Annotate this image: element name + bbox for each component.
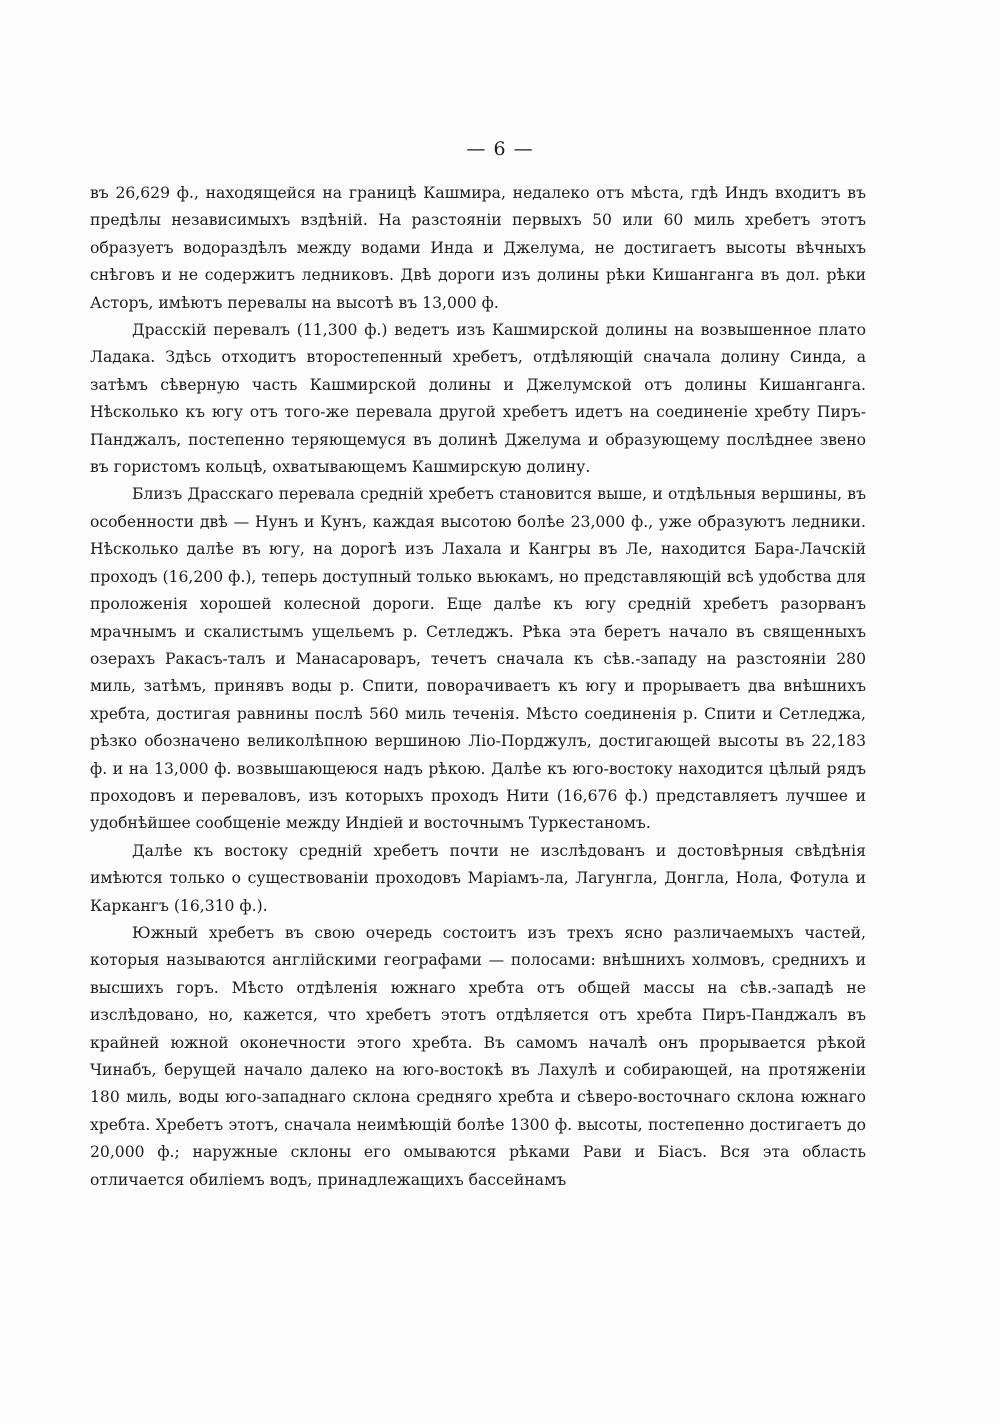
paragraph-drass-pass: Драсскій перевалъ (11,300 ф.) ведетъ изъ Кашмирской долины на возвышенное плато Ладака. Здѣсь отходитъ второстепенный хребетъ, отдѣляющій сначала долину Синда, а затѣмъ сѣверную часть Кашмирской долины и Джелумской отъ долины Кишанганга. Нѣсколько къ югу отъ того-же перевала другой хребетъ идетъ на соединеніе хребту Пиръ-Панджалъ, постепенно теряющемуся въ долинѣ Джелума и образующему послѣднее звено въ гористомъ кольцѣ, охватывающемъ Кашмирскую долину. (90, 321, 866, 477)
paragraph-southern-range: Южный хребетъ въ свою очередь состоитъ изъ трехъ ясно различаемыхъ частей, которыя называются англійскими географами — полосами: внѣшнихъ холмовъ, среднихъ и высшихъ горъ. Мѣсто отдѣленія южнаго хребта отъ общей массы на сѣв.-западѣ не изслѣдовано, но, кажется, что хребетъ этотъ отдѣляется отъ хребта Пиръ-Панджалъ въ крайней южной оконечности этого хребта. Въ самомъ началѣ онъ прорывается рѣкой Чинабъ, берущей начало далеко на юго-востокѣ въ Лахулѣ и собирающей, на протяженіи 180 миль, воды юго-западнаго склона средняго хребта и сѣверо-восточнаго склона южнаго хребта. Хребетъ этотъ, сначала неимѣющій болѣе 1300 ф. высоты, постепенно достигаетъ до 20,000 ф.; наружные склоны его омываются рѣками Рави и Біасъ. Вся эта область отличается обиліемъ водъ, принадлежащихъ бассейнамъ (90, 923, 866, 1189)
paragraph-middle-range: Близъ Драсскаго перевала средній хребетъ становится выше, и отдѣльныя вершины, въ особенности двѣ — Нунъ и Кунъ, каждая высотою болѣе 23,000 ф., уже образуютъ ледники. Нѣсколько далѣе въ югу, на дорогѣ изъ Лахала и Кангры въ Ле, находится Бара-Лачскій проходъ (16,200 ф.), теперь доступный только вьюкамъ, но представляющій всѣ удобства для проложенія хорошей колесной дороги. Еще далѣе къ югу средній хребетъ разорванъ мрачнымъ и скалистымъ ущельемъ р. Сетледжъ. Рѣка эта беретъ начало въ священныхъ озерахъ Ракасъ-талъ и Манасароваръ, течетъ сначала къ сѣв.-западу на разстояніи 280 миль, затѣмъ, принявъ воды р. Спити, поворачиваетъ къ югу и прорываетъ два внѣшнихъ хребта, достигая равнины послѣ 560 миль теченія. Мѣсто соединенія р. Спити и Сетледжа, рѣзко обозначено великолѣпною вершиною Ліо-Порджулъ, достигающей высоты въ 22,183 ф. и на 13,000 ф. возвышающеюся надъ рѣкою. Далѣе къ юго-востоку находится цѣлый рядъ проходовъ и переваловъ, изъ которыхъ проходъ Нити (16,676 ф.) представляетъ лучшее и удобнѣйшее сообщеніе между Индіей и восточнымъ Туркестаномъ. (90, 485, 866, 833)
page-body-text (90, 180, 866, 1194)
paragraph-continued-from-previous-page: въ 26,629 ф., находящейся на границѣ Кашмира, недалеко отъ мѣста, гдѣ Индъ входитъ въ предѣлы независимыхъ вздѣній. На разстояніи первыхъ 50 или 60 миль хребетъ этотъ образуетъ водораздѣлъ между водами Инда и Джелума, не достигаетъ высоты вѣчныхъ снѣговъ и не содержитъ ледниковъ. Двѣ дороги изъ долины рѣки Кишанганга въ дол. рѣки Асторъ, имѣютъ перевалы на высотѣ въ 13,000 ф. (90, 184, 866, 312)
page-number: — 6 — (466, 138, 534, 160)
paragraph-eastern-passes: Далѣе къ востоку средній хребетъ почти не изслѣдованъ и достовѣрныя свѣдѣнія имѣются только о существованіи проходовъ Маріамъ-ла, Лагунгла, Донгла, Нола, Фотула и Каркангъ (16,310 ф.). (90, 841, 866, 915)
